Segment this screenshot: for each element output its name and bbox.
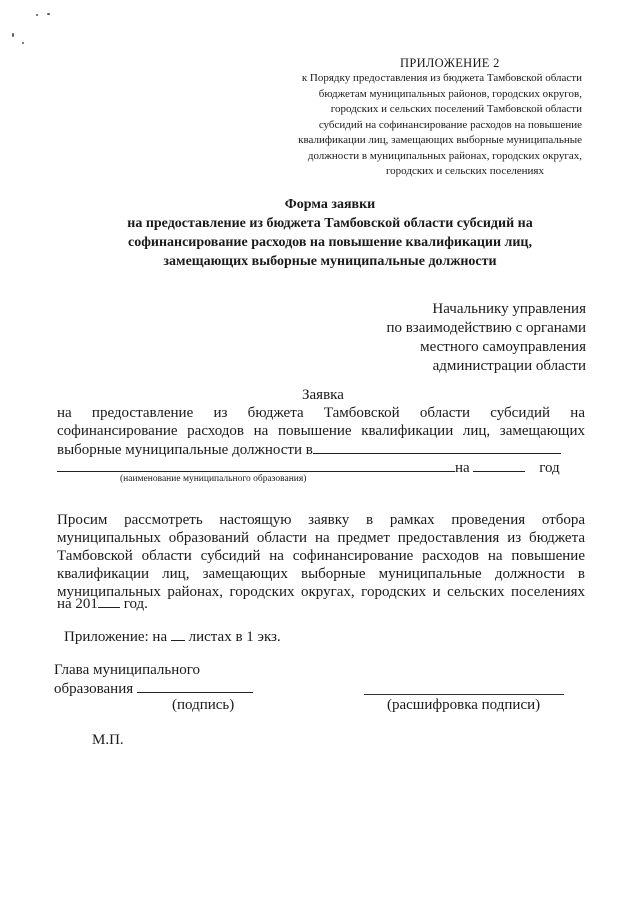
form-title-line: Форма заявки [284, 197, 376, 212]
appendix-line: городских и сельских поселениях [385, 165, 544, 177]
request-year-suffix: год. [123, 596, 148, 612]
decoding-fill-line[interactable] [364, 693, 564, 695]
appendix-line: к Порядку предоставления из бюджета Тамбовской области [301, 72, 582, 84]
municipality-caption: (наименование муниципального образования) [120, 474, 307, 484]
appendix-line: бюджетам муниципальных районов, городских округов, [318, 87, 582, 100]
scan-speck [47, 13, 50, 15]
request-year-line [57, 594, 148, 613]
form-title-line: замещающих выборные муниципальные должности [163, 254, 497, 269]
sheets-count-fill-line[interactable] [171, 627, 185, 641]
request-line: квалификации лиц, замещающих выборные муниципальные должности в [57, 566, 585, 582]
appendix-title: ПРИЛОЖЕНИЕ 2 [400, 56, 500, 70]
addressee-line: Начальнику управления [432, 301, 586, 317]
year-label: год [539, 460, 560, 476]
decoding-caption: (расшифровка подписи) [387, 697, 541, 713]
scan-speck [12, 33, 14, 37]
form-title [80, 195, 580, 271]
request-year-fill-line[interactable] [98, 594, 120, 608]
application-heading: Заявка [302, 387, 344, 403]
signature-caption: (подпись) [172, 697, 235, 713]
seal-label: М.П. [92, 732, 124, 748]
addressee-line: администрации области [432, 358, 586, 374]
scan-speck [36, 14, 38, 16]
appendix-line: должности в муниципальных районах, городских округах, [307, 149, 582, 162]
appendix-line: квалификации лиц, замещающих выборные муниципальные [298, 134, 582, 146]
attachment-line [64, 627, 281, 646]
head-title-text: образования [54, 681, 134, 697]
application-line-text: выборные муниципальные должности в [57, 442, 313, 458]
form-title-line: на предоставление из бюджета Тамбовской области субсидий на [127, 216, 533, 231]
addressee-line: по взаимодействию с органами [386, 320, 586, 336]
head-title-line2 [54, 679, 253, 698]
signature-fill-line[interactable] [137, 679, 253, 693]
attachment-prefix: Приложение: на [64, 629, 168, 645]
year-fill-line[interactable] [473, 458, 525, 472]
head-title-line1: Глава муниципального [54, 662, 201, 678]
attachment-suffix: листах в 1 экз. [188, 629, 281, 645]
request-line: Тамбовской области субсидий на софинансирование расходов на повышение [57, 548, 585, 564]
form-title-line: софинансирование расходов на повышение квалификации лиц, [127, 235, 533, 250]
appendix-line: городских и сельских поселений Тамбовской области [330, 103, 582, 115]
request-line: муниципальных образований области на предмет предоставления из бюджета [57, 530, 585, 546]
application-line: софинансирование расходов на повышение квалификации лиц, замещающих [57, 423, 585, 439]
appendix-line: субсидий на софинансирование расходов на повышение [318, 118, 582, 131]
na-label: на [455, 460, 470, 476]
appendix-reference [242, 71, 582, 180]
request-line: Просим рассмотреть настоящую заявку в рамках проведения отбора [57, 512, 585, 528]
addressee-line: местного самоуправления [420, 339, 586, 355]
application-line: на предоставление из бюджета Тамбовской области субсидий на [57, 405, 585, 421]
municipality-fill-line[interactable] [313, 440, 561, 454]
scan-speck [22, 42, 24, 44]
addressee-block [326, 300, 586, 376]
application-line [57, 440, 561, 459]
request-year-prefix: на 201 [57, 596, 98, 612]
municipality-name-fill-line[interactable] [57, 458, 455, 472]
request-line: муниципальных районах, городских округах, городских и сельских поселениях [57, 584, 585, 600]
